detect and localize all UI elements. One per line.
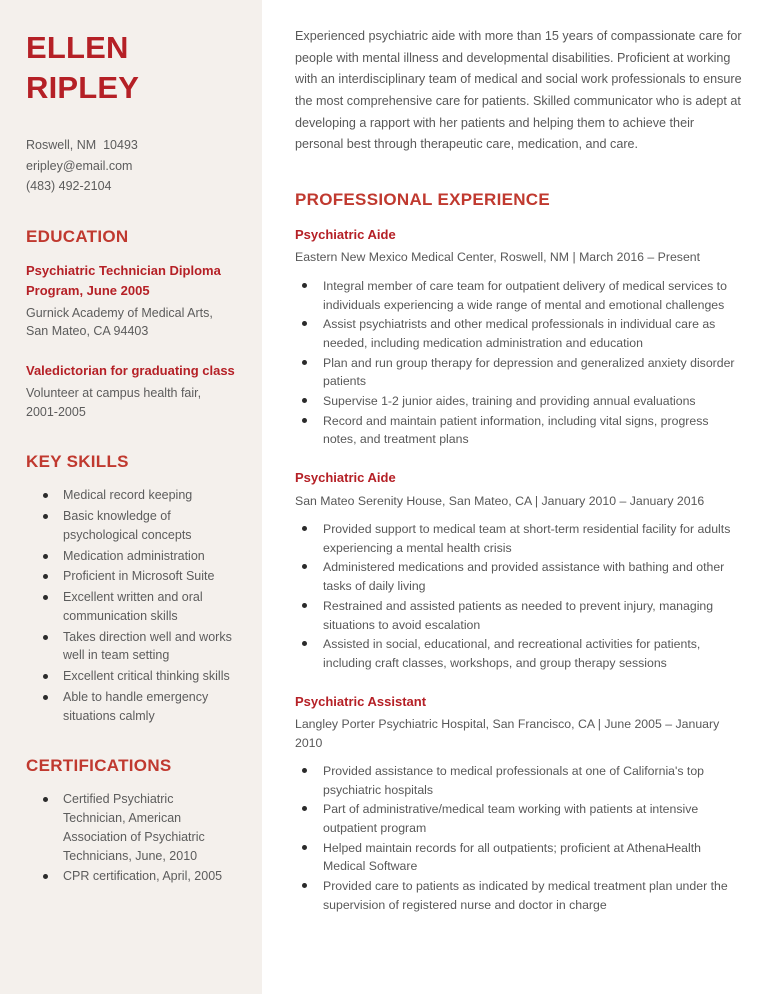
list-item: Medication administration [43,547,236,566]
list-item: Provided support to medical team at short-term residential facility for adults experiencing a mental health crisis [295,520,742,557]
list-item: Integral member of care team for outpatient delivery of medical services to individuals experiencing a wide range of mental and emotional challenges [295,277,742,314]
list-item: Proficient in Microsoft Suite [43,567,236,586]
job-meta: Eastern New Mexico Medical Center, Roswell, NM | March 2016 – Present [295,250,701,265]
list-item: Restrained and assisted patients as needed to prevent injury, managing situations to avoid escalation [295,597,742,634]
list-item: Provided care to patients as indicated by medical treatment plan under the supervision of registered nurse and doctor in charge [295,877,742,914]
experience-entry [295,226,742,449]
education-entry-subtitle: Gurnick Academy of Medical Arts, San Mateo, CA 94403 [26,305,213,339]
list-item: Part of administrative/medical team working with patients at intensive outpatient program [295,800,742,837]
education-entry-subtitle: Volunteer at campus health fair, 2001-2005 [26,385,202,419]
candidate-last-name: RIPLEY [26,69,140,105]
list-item: Assisted in social, educational, and recreational activities for patients, including craft classes, workshops, and group therapy sessions [295,635,742,672]
contact-phone[interactable]: (483) 492-2104 [26,178,112,193]
job-title: Psychiatric Assistant [295,693,427,709]
list-item: Record and maintain patient information, including vital signs, progress notes, and treatment plans [295,412,742,449]
key-skills-list [26,486,236,725]
job-meta: San Mateo Serenity House, San Mateo, CA | January 2010 – January 2016 [295,493,705,508]
job-bullet-list [295,520,742,673]
education-heading: EDUCATION [26,227,129,247]
job-meta: Langley Porter Psychiatric Hospital, San Francisco, CA | June 2005 – January 2010 [295,717,720,750]
list-item: Medical record keeping [43,486,236,505]
list-item: Supervise 1-2 junior aides, training and providing annual evaluations [295,392,742,411]
education-entry [26,361,236,421]
professional-summary: Experienced psychiatric aide with more than 15 years of compassionate care for people with mental illness and developmental disabilities. Proficient at working with an interdisciplinary team of medical and social work professionals to ensure the most comprehensive care for patients. Skilled communicator who is adept at developing a rapport with her patients and helping them to achieve their personal best through therapeutic care, medication, and care. [295,29,742,152]
job-title: Psychiatric Aide [295,470,396,486]
list-item: Assist psychiatrists and other medical professionals in individual care as needed, including medication administration and education [295,315,742,352]
job-title: Psychiatric Aide [295,226,396,242]
key-skills-heading: KEY SKILLS [26,452,129,472]
education-entry-title: Psychiatric Technician Diploma Program, June 2005 [26,263,221,298]
contact-address: Roswell, NM 10493 [26,138,138,153]
job-bullet-list [295,277,742,449]
list-item: Helped maintain records for all outpatients; proficient at AthenaHealth Medical Software [295,839,742,876]
sidebar [0,0,262,994]
job-bullet-list [295,762,742,915]
experience-entry [295,469,742,672]
list-item: Excellent critical thinking skills [43,667,236,686]
candidate-first-name: ELLEN [26,30,129,65]
experience-entry [295,693,742,915]
list-item: CPR certification, April, 2005 [43,867,236,886]
main-column [262,0,768,994]
education-entry [26,261,236,341]
contact-block [26,135,236,196]
experience-heading: PROFESSIONAL EXPERIENCE [295,189,551,209]
list-item: Excellent written and oral communication skills [43,588,236,626]
list-item: Certified Psychiatric Technician, American Association of Psychiatric Technicians, June, 2010 [43,790,236,865]
education-entry-title: Valedictorian for graduating class [26,363,235,379]
list-item: Basic knowledge of psychological concepts [43,507,236,545]
list-item: Provided assistance to medical professionals at one of California's top psychiatric hospitals [295,762,742,799]
list-item: Takes direction well and works well in team setting [43,628,236,666]
candidate-name [26,28,236,107]
list-item: Administered medications and provided assistance with bathing and other tasks of daily living [295,558,742,595]
certifications-heading: CERTIFICATIONS [26,756,172,776]
list-item: Able to handle emergency situations calmly [43,688,236,726]
certifications-list [26,790,236,886]
list-item: Plan and run group therapy for depression and generalized anxiety disorder patients [295,354,742,391]
contact-email[interactable]: eripley@email.com [26,158,133,173]
